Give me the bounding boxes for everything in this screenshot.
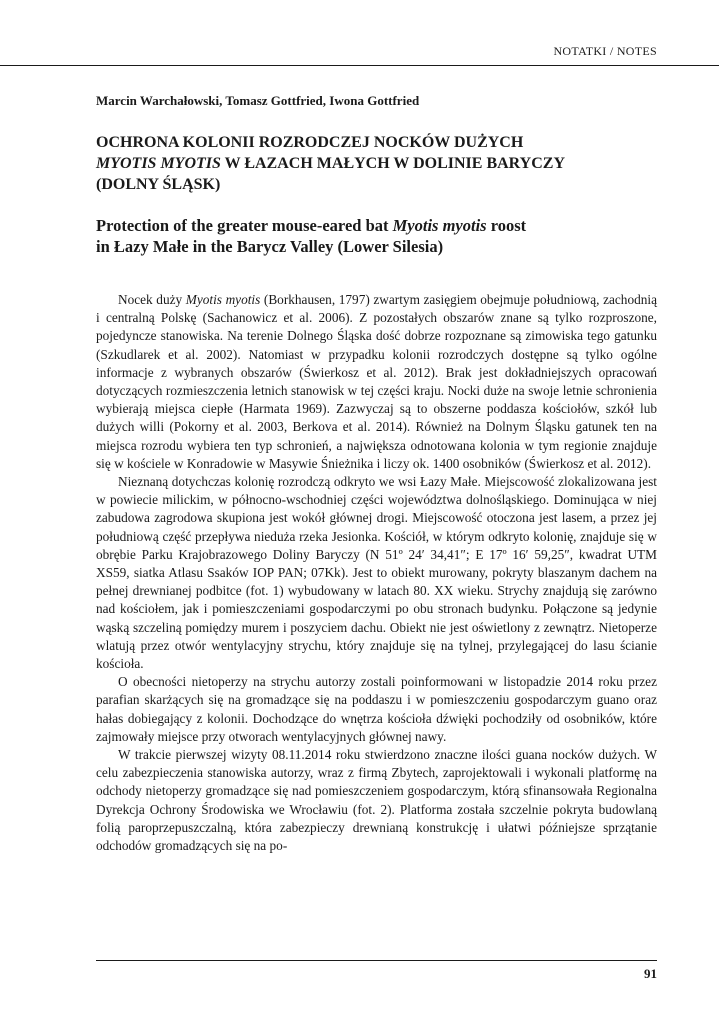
article-title-polish <box>96 132 656 195</box>
paragraph-1 <box>96 291 657 473</box>
article-body <box>96 291 657 855</box>
title-pl-line1: OCHRONA KOLONII ROZRODCZEJ NOCKÓW DUŻYCH <box>96 134 524 151</box>
title-pl-line3: (DOLNY ŚLĄSK) <box>96 176 221 193</box>
paragraph-2: Nieznaną dotychczas kolonię rozrodczą odkryto we wsi Łazy Małe. Miejscowość zlokalizowana jest w powiecie milickim, w północno-wschodniej części województwa dolnośląskiego. Dominująca w niej zabudowa zagrodowa skupiona jest wokół głównej drogi. Miejscowość otoczona jest lasem, a przez jej południową część przepływa nieduża rzeka Jesionka. Kościół, w którym odkryto kolonię, znajduje się w obrębie Parku Krajobrazowego Doliny Baryczy (N 51º 24′ 34,41″; E 17º 16′ 59,25″, kwadrat UTM XS59, siatka Atlasu Ssaków IOP PAN; 07Kk). Jest to obiekt murowany, pokryty blaszanym dachem na pełnej drewnianej podbitce (fot. 1) wybudowany w latach 80. XX wieku. Strychy znajdują się zarówno nad kościołem, jak i pomieszczeniami gospodarczymi po obu stronach budynku. Połączone są jedynie wąską szczeliną pomiędzy murem i poszyciem dachu. Obiekt nie jest oświetlony z zewnątrz. Nietoperze wlatują przez otwór wentylacyjny strychu, który znajduje się na tylnej, przylegającej do lasu ścianie kościoła. <box>96 474 657 672</box>
title-en-line2: in Łazy Małe in the Barycz Valley (Lower Silesia) <box>96 237 444 256</box>
p1-rest: (Borkhausen, 1797) zwartym zasięgiem obejmuje południową, zachodnią i centralną Polskę (Sachanowicz et al. 2006). Z pozostałych obszarów znane są tylko rozproszone, pojedyncze stanowiska. Na terenie Dolnego Śląska dość dobrze rozpoznane są zimowiska tego gatunku (Szkudlarek et al. 2002). Natomiast w przypadku kolonii rozrodczych dostępne są tylko ogólne informacje z wybranych obszarów (Świerkosz et al. 2012). Brak jest dokładniejszych opracowań dotyczących rozmieszczenia letnich stanowisk w tej części kraju. Nocki duże na swoje letnie schronienia wybierają miejsca ciepłe (Harmata 1969). Zazwyczaj są to obszerne poddasza kościołów, szkół lub dużych willi (Pokorny et al. 2003, Berkova et al. 2014). Również na Dolnym Śląsku gatunek ten na miejsca rozrodu wybiera ten typ schronień, a największa odnotowana kolonia w tym regionie znajduje się w kościele w Konradowie w Masywie Śnieżnika i liczy ok. 1400 osobników (Świerkosz et al. 2012). <box>96 292 657 471</box>
footer-rule <box>96 960 657 961</box>
title-pl-species: MYOTIS MYOTIS <box>96 155 221 172</box>
running-header: NOTATKI / NOTES <box>553 44 657 58</box>
article-authors: Marcin Warchałowski, Tomasz Gottfried, Iwona Gottfried <box>96 93 420 108</box>
p1-species: Myotis myotis <box>185 292 261 307</box>
page-number: 91 <box>644 966 657 981</box>
p1-start: Nocek duży <box>118 292 186 307</box>
paragraph-4: W trakcie pierwszej wizyty 08.11.2014 roku stwierdzono znaczne ilości guana nocków dużych. W celu zabezpieczenia stanowiska autorzy, wraz z firmą Zbytech, zaprojektowali i wykonali platformę na odchody nietoperzy gromadzące się nad pomieszczeniem gospodarczym, którą sfinansowała Regionalna Dyrekcja Ochrony Środowiska we Wrocławiu (fot. 2). Platforma została szczelnie pokryta budowlaną folią paroprzepuszczalną, która zabezpieczy drewnianą konstrukcję i ułatwi późniejsze sprzątanie odchodów gromadzących się na po- <box>96 747 657 854</box>
header-rule <box>0 65 719 66</box>
article-title-english <box>96 215 656 257</box>
title-pl-line2: W ŁAZACH MAŁYCH W DOLINIE BARYCZY <box>220 155 565 172</box>
title-en-part1: Protection of the greater mouse-eared bat <box>96 216 393 235</box>
title-en-part2: roost <box>486 216 527 235</box>
title-en-species: Myotis myotis <box>392 216 487 235</box>
paragraph-3: O obecności nietoperzy na strychu autorzy zostali poinformowani w listopadzie 2014 roku przez parafian skarżących się na gromadzące się na poddaszu i w pomieszczeniu gospodarczym guano oraz hałas dobiegający z kolonii. Dochodzące do wnętrza kościoła dźwięki pochodziły od osobników, które zajmowały miejsce przy otworach wentylacyjnych głównej nawy. <box>96 674 657 744</box>
